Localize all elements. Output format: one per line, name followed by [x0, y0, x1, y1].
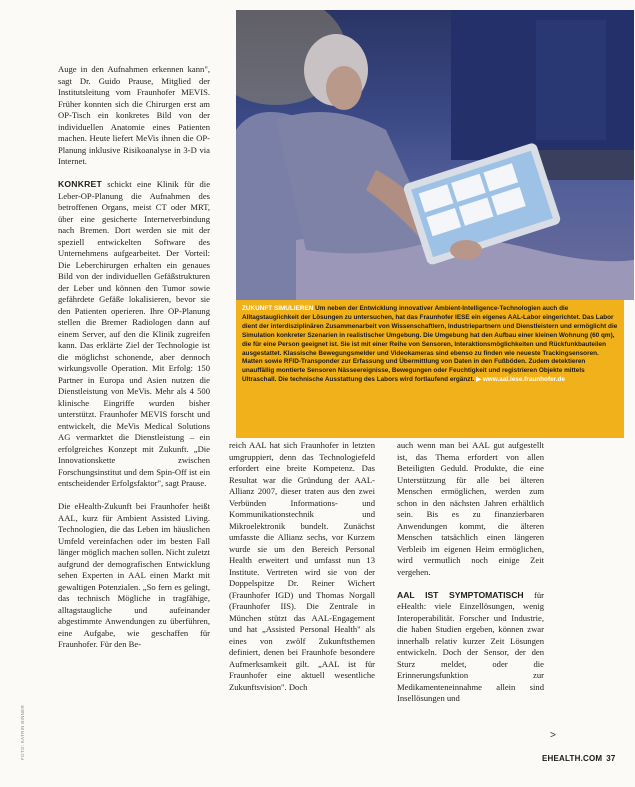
caption-kicker: ZUKUNFT SIMULIEREN — [242, 305, 314, 312]
paragraph: Auge in den Aufnahmen erkennen kann", sagt Dr. Guido Prause, Mitglied der Institutsleitung vom Fraunhofer MEVIS. Früher konnten sich die Chirurgen erst am OP-Tisch ein konkretes Bild von der individuellen Anatomie eines Patienten machen. Heute liefert MeVis ihnen die OP-Planung inklusive Risikoanalyse in 3-D via Internet. — [58, 64, 210, 166]
page-folio — [542, 754, 616, 763]
caption-text: Um neben der Entwicklung innovativer Ambient-Intelligence-Technologien auch die Alltagstauglichkeit der Lösungen zu untersuchen, hat das Fraunhofer IESE ein eigenes AAL-Labor eingerichtet. Das Labor dient der interdisziplinären Zusammenarbeit von Wissenschaftlern, Industriepartnern und Dienstleistern und ermöglicht die Simulation konkreter Szenarien in realistischer Umgebung. Die Umgebung hat den Aufbau einer kleinen Wohnung (60 qm), die für eine Person geeignet ist. Sie ist mit einer Reihe von Sensoren, Interaktionsmöglichkeiten und Rückfunkbauteilen ausgestattet. Klassische Bewegungsmelder und Videokameras sind ebenso zu finden wie neueste Trackingsensoren. Matten sowie RFID-Transponder zur Erfassung und Übermittlung von Daten in den Fußböden. Zudem detektieren unauffällig montierte Sensoren Nässeereignisse, Bewegungen oder Feuchtigkeit und registrieren Objekte mittels Ultraschall. Die technische Ausstattung des Labors wird fortlaufend ergänzt. — [242, 305, 618, 384]
caption-link[interactable]: ▶ www.aal.iese.fraunhofer.de — [476, 376, 565, 384]
photo-illustration — [236, 10, 634, 300]
paragraph-text: für eHealth: viele Einzellösungen, wenig Interoperabilität. Forscher und Industrie, die haben Studien ergeben, können zwar innerhalb relativ kurzer Zeit Lösungen entwickeln. Doch der Sensor, der den Sturz meldet, oder die Erinnerungsfunktion zur Medikamenteneinnahme allein sind Insellösungen und — [397, 589, 544, 703]
text-column-right — [397, 440, 544, 740]
paragraph-text: schickt eine Klinik für die Leber-OP-Planung die Aufnahmen des betroffenen Organs, meist CT oder MRT, über eine gesicherte Internetverbindung nach Bremen. Dort werden sie mit der speziell entwickelten Software des Unternehmens aufgearbeitet. Der Vorteil: Die Leberchirurgen erhalten ein genaues Bild von der individuellen Gefäßstrukturen der Leber und können den Tumor sowie gefährdete Gefäße lokalisieren, bevor sie den Patienten operieren. Ihre OP-Planung stellen die Bremer Radiologen dann auf einem Server, auf den die Klinik zugreifen kann. Das erklärte Ziel der Technologie ist die möglichst schonende, aber dennoch wirkungsvolle Operation. Mit Erfolg: 150 Partner in Europa und Asien nutzen die Dienstleistung von MeVis. Mehr als 4 500 klinische Eingriffe wurden bisher unterstützt. Fraunhofer MEVIS forscht und entwickelt, die MeVis Medical Solutions AG vermarktet die Dienstleistung – ein erfolgreiches Konzept mit Zukunft. „Die Innovationskette zwischen Forschungsinstitut und dem Spin-Off ist ein entscheidender Erfolgsfaktor", sagt Prause. — [58, 179, 210, 488]
paragraph — [58, 179, 210, 490]
text-column-left — [58, 64, 210, 724]
photo-caption — [236, 300, 624, 438]
paragraph: Die eHealth-Zukunft bei Fraunhofer heißt AAL, kurz für Ambient Assisted Living. Technologien, die das Leben im häuslichen Umfeld vereinfachen oder im besten Fall länger möglich machen sollen. Nicht zuletzt aufgrund der demografischen Entwicklung sehen Experten in AAL einen Markt mit gewaltigen Potenzialen. „So fern es gelingt, das technisch Mögliche in tragfähige, alltagstaugliche und aufeinander abgestimmte Anwendungen zu überführen, eine Aufgabe, wie geschaffen für Fraunhofer. Für den Be- — [58, 501, 210, 649]
paragraph: auch wenn man bei AAL gut aufgestellt ist, das Thema erfordert von allen Beteiligten Geduld. Produkte, die eine Unterstützung für alle bei älteren Menschen ermöglichen, werden zum schon in den nächsten Jahren erhältlich sein. Bis es zu finanzierbaren Anwendungen kommt, die älteren Menschen tatsächlich einen längeren Verbleib im eigenen Heim ermöglichen, wird vermutlich noch einige Zeit vergehen. — [397, 440, 544, 577]
photo-credit: FOTO: KATRIN BINNER — [20, 704, 25, 760]
continue-arrow-icon: > — [550, 730, 556, 741]
text-column-middle — [229, 440, 375, 740]
lead-in: KONKRET — [58, 179, 102, 189]
section-subhead: AAL IST SYMPTOMATISCH — [397, 589, 524, 600]
paragraph — [397, 590, 544, 705]
publication-name: EHEALTH.COM — [542, 754, 603, 763]
paragraph: reich AAL hat sich Fraunhofer in letzten umgruppiert, denn das Technologiefeld erfordert eine breite Kompetenz. Das Resultat war die Gründung der AAL-Allianz 2007, dieser traten aus den zwei Verbünden Informations- und Kommunikationstechnik und Mikroelektronik bundelt. Zunächst umfasste die Allianz sechs, vor Kurzem wurde sie um den Bereich Personal Health erweitert und umfasst nun 13 Institute. Vertreten wird sie von der Doppelspitze Dr. Reiner Wichert (Fraunhofer IGD) und Thomas Norgall (Fraunhofer IIS). Die Zentrale in München stützt das AAL-Engagement und hat „Assisted Personal Health" als eines von zwölf Zukunftsthemen definiert, denen bei Fraunhofe besondere Aufmerksamkeit gilt. „AAL ist für Fraunhofer eine aktuell wesentliche Zukunftsvision". Doch — [229, 440, 375, 692]
article-photo — [236, 10, 634, 300]
page-number: 37 — [606, 754, 616, 763]
